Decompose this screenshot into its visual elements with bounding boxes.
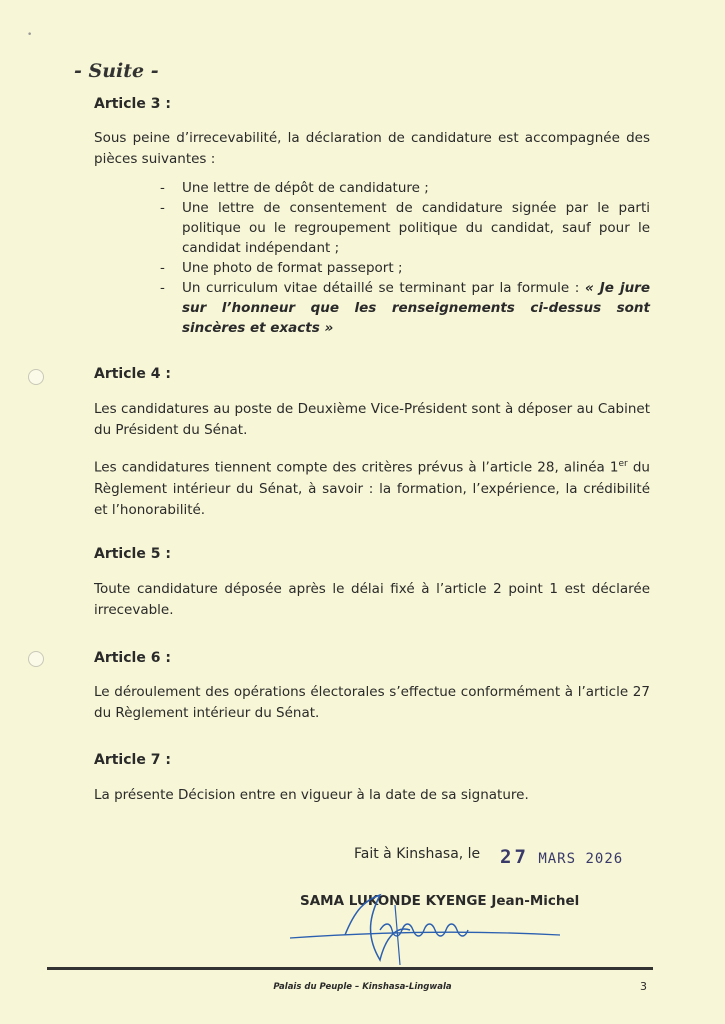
oath-quote: « Je jure sur l’honneur que les renseignements ci-dessus sont sincères et exacts »	[182, 280, 650, 336]
punch-hole-top	[28, 369, 44, 385]
article-3-intro: Sous peine d’irrecevabilité, la déclaration de candidature est accompagnée des pièces suivantes :	[94, 130, 650, 167]
page-number: 3	[640, 980, 647, 993]
date-stamp: 27 MARS 2026	[500, 846, 624, 868]
scan-mark: •	[27, 30, 33, 40]
article-4-paragraph-2: Les candidatures tiennent compte des critères prévus à l’article 28, alinéa 1er du Règlement intérieur du Sénat, à savoir : la formation, l’expérience, la crédibilité et l’honorabilité.	[94, 459, 650, 518]
article-6-paragraph: Le déroulement des opérations électorales s’effectue conformément à l’article 27 du Règlement intérieur du Sénat.	[94, 684, 650, 721]
article-3-title: Article 3 :	[94, 96, 171, 112]
article-4-paragraph-1: Les candidatures au poste de Deuxième Vice-Président sont à déposer au Cabinet du Président du Sénat.	[94, 401, 650, 438]
list-item: - Une lettre de consentement de candidature signée par le parti politique ou le regroupement politique du candidat, sauf pour le candidat indépendant ;	[160, 200, 650, 256]
handwritten-signature	[285, 890, 585, 970]
list-item: - Un curriculum vitae détaillé se terminant par la formule : « Je jure sur l’honneur que les renseignements ci-dessus sont sincères et exacts »	[160, 280, 650, 336]
signatory-name: SAMA LUKONDE KYENGE Jean-Michel	[300, 893, 580, 909]
continuation-heading: - Suite -	[74, 60, 159, 82]
list-item: - Une photo de format passeport ;	[160, 260, 403, 276]
signature-place: Fait à Kinshasa, le	[354, 846, 481, 862]
article-5-title: Article 5 :	[94, 546, 171, 562]
footer-address: Palais du Peuple – Kinshasa-Lingwala	[273, 982, 452, 992]
article-3-list	[160, 178, 650, 338]
article-6-title: Article 6 :	[94, 650, 171, 666]
article-4-title: Article 4 :	[94, 366, 171, 382]
punch-hole-bottom	[28, 651, 44, 667]
article-7-title: Article 7 :	[94, 752, 171, 768]
article-5-paragraph: Toute candidature déposée après le délai fixé à l’article 2 point 1 est déclarée irrecevable.	[94, 581, 650, 618]
list-item: - Une lettre de dépôt de candidature ;	[160, 180, 429, 196]
article-7-paragraph: La présente Décision entre en vigueur à la date de sa signature.	[94, 787, 529, 803]
footer-rule	[47, 967, 653, 970]
